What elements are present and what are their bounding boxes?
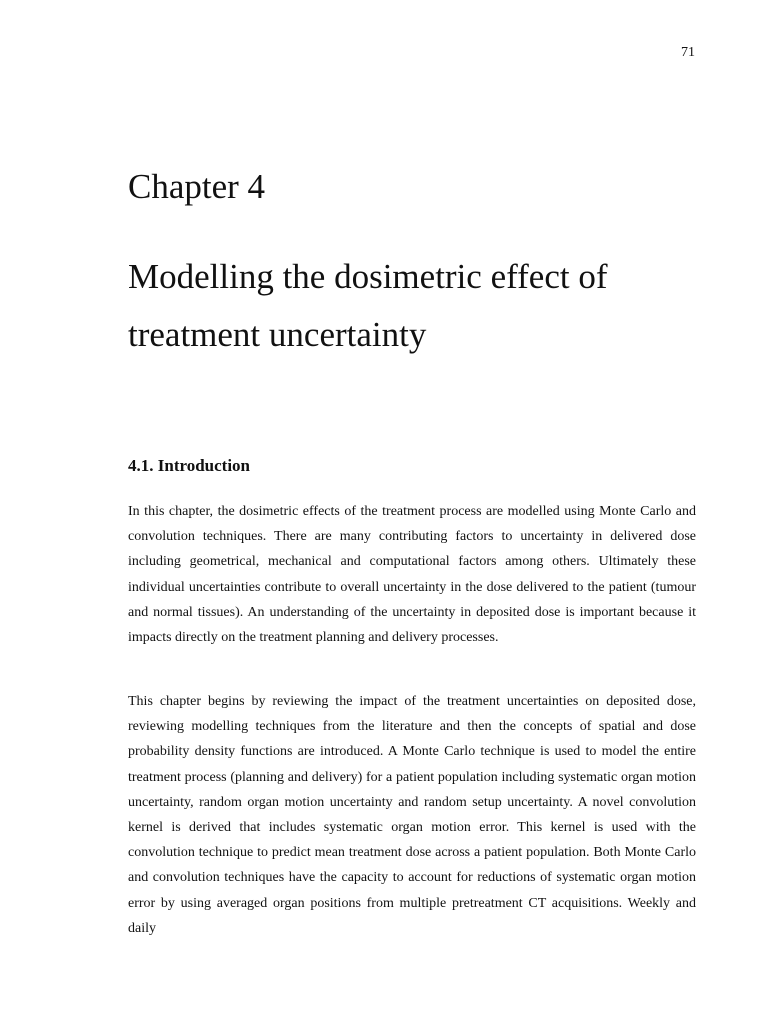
section-heading: 4.1. Introduction [128,456,251,475]
chapter-label: Chapter 4 [128,167,266,206]
intro-paragraph-1: In this chapter, the dosimetric effects of the treatment process are modelled using Monte Carlo and convolution techniques. There are many contributing factors to uncertainty in delivered dose including geometrical, mechanical and computational factors among others. Ultimately these individual uncertainties contribute to overall uncertainty in the dose delivered to the patient (tumour and normal tissues). An understanding of the uncertainty in deposited dose is important because it impacts directly on the treatment planning and delivery processes. [128,504,696,646]
chapter-title: Modelling the dosimetric effect of treatment uncertainty [128,257,608,354]
page-number: 71 [681,45,695,60]
intro-paragraph-2: This chapter begins by reviewing the impact of the treatment uncertainties on deposited dose, reviewing modelling techniques from the literature and then the concepts of spatial and dose probability density functions are introduced. A Monte Carlo technique is used to model the entire treatment process (planning and delivery) for a patient population including systematic organ motion uncertainty, random organ motion uncertainty and random setup uncertainty. A novel convolution kernel is derived that includes systematic organ motion error. This kernel is used with the convolution technique to predict mean treatment dose across a patient population. Both Monte Carlo and convolution techniques have the capacity to account for reductions of systematic organ motion error by using averaged organ positions from multiple pretreatment CT acquisitions. Weekly and daily [128,694,696,936]
